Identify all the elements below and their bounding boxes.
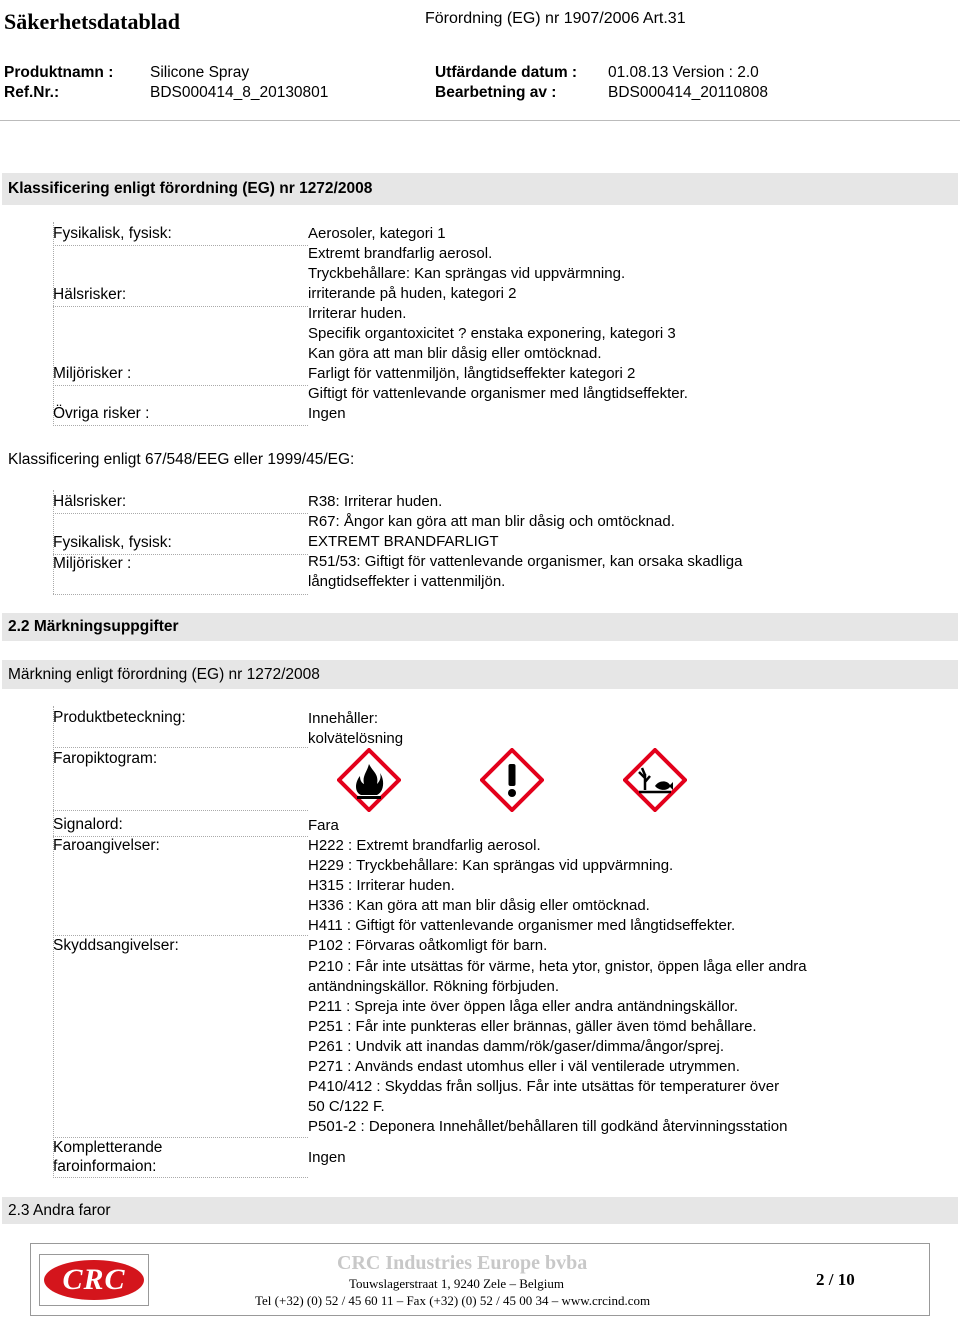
signal-word-label: Signalord:	[53, 816, 123, 833]
clp-environment-label: Miljörisker :	[53, 365, 132, 382]
eeg-physical-label: Fysikalisk, fysisk:	[53, 534, 172, 551]
signal-word-value: Fara	[308, 817, 339, 834]
product-designation-values: Innehåller: kolvätelösning	[308, 710, 404, 747]
supplementary-info-value: Ingen	[308, 1149, 346, 1166]
ref-number-label: Ref.Nr.:	[4, 84, 60, 101]
hazard-statements-values: H222 : Extremt brandfarlig aerosol. H229 : Tryckbehållare: Kan sprängas vid uppvärmning. H315 : Irriterar huden. H336 : Kan göra att man blir dåsig eller omtöcknad. H411 : Giftigt för vattenlevande organismer med långtidseffekter.	[308, 837, 736, 934]
hazard-statements-label: Faroangivelser:	[53, 837, 160, 854]
company-contact: Tel (+32) (0) 52 / 45 60 11 – Fax (+32) (0) 52 / 45 00 34 – www.crcind.com	[255, 1293, 651, 1308]
product-designation-label: Produktbeteckning:	[53, 709, 186, 726]
header-divider	[0, 120, 960, 121]
crc-logo: CRC	[39, 1254, 149, 1306]
company-name: CRC Industries Europe bvba	[337, 1252, 588, 1274]
product-name-label: Produktnamn :	[4, 64, 114, 81]
eeg-values: R38: Irriterar huden. R67: Ångor kan göra att man blir dåsig och omtöcknad. EXTREMT BRANDFARLIGT R51/53: Giftigt för vattenlevande organismer, kan orsaka skadliga långtidseffekter i vattenmiljön.	[308, 493, 743, 590]
page-footer	[30, 1243, 930, 1316]
marking-heading: Märkning enligt förordning (EG) nr 1272/2008	[2, 660, 958, 689]
clp-physical-values: Aerosoler, kategori 1 Extremt brandfarlig aerosol. Tryckbehållare: Kan sprängas vid uppvärmning.	[308, 225, 626, 282]
eeg-environment-label: Miljörisker :	[53, 555, 132, 572]
clp-environment-values: Farligt för vattenmiljön, långtidseffekter kategori 2 Giftigt för vattenlevande organismer med långtidseffekter.	[308, 365, 688, 402]
company-address: Touwslagerstraat 1, 9240 Zele – Belgium	[349, 1276, 564, 1291]
page-number: 2 / 10	[816, 1270, 855, 1289]
environment-pictogram	[623, 748, 687, 812]
clp-health-label: Hälsrisker:	[53, 286, 127, 303]
section-2-3-heading: 2.3 Andra faror	[2, 1197, 958, 1224]
document-title: Säkerhetsdatablad	[4, 9, 181, 34]
supplementary-info-label: Kompletterande faroinformaion:	[53, 1139, 163, 1175]
clp-health-values: irriterande på huden, kategori 2 Irriterar huden. Specifik organtoxicitet ? enstaka exponering, kategori 3 Kan göra att man blir dåsig eller omtöcknad.	[308, 285, 676, 362]
section-2-2-heading: 2.2 Märkningsuppgifter	[2, 613, 958, 641]
precautionary-statements-label: Skyddsangivelser:	[53, 937, 179, 954]
issue-date-label: Utfärdande datum :	[435, 64, 578, 81]
edited-by-label: Bearbetning av :	[435, 84, 557, 101]
product-name-value: Silicone Spray	[150, 64, 250, 81]
pictogram-label: Faropiktogram:	[53, 750, 158, 767]
exclamation-pictogram	[480, 748, 544, 812]
issue-date-value: 01.08.13 Version : 2.0	[608, 64, 759, 81]
precautionary-statements-values: P102 : Förvaras oåtkomligt för barn. P210 : Får inte utsättas för värme, heta ytor, gnistor, öppen låga eller andra antändningskällor. Rökning förbjuden. P211 : Spreja inte över öppen låga eller andra antändningskällor. P251 : Får inte punkteras eller brännas, gäller även tömd behållare. P261 : Undvik att inandas damm/rök/gaser/dimma/ångor/sprej. P271 : Används endast utomhus eller i väl ventilerade utrymmen. P410/412 : Skyddas från solljus. Får inte utsättas för temperaturer över 50 C/122 F. P501-2 : Deponera Innehållet/behållaren till godkänd återvinningsstation	[308, 937, 807, 1135]
flame-pictogram	[337, 748, 401, 812]
clp-physical-label: Fysikalisk, fysisk:	[53, 225, 172, 242]
clp-other-risks-label: Övriga risker :	[53, 405, 150, 422]
edited-by-value: BDS000414_20110808	[608, 84, 769, 101]
clp-other-risks-value: Ingen	[308, 405, 346, 422]
eeg-health-label: Hälsrisker:	[53, 493, 127, 510]
regulation-reference: Förordning (EG) nr 1907/2006 Art.31	[425, 10, 686, 27]
ref-number-value: BDS000414_8_20130801	[150, 84, 329, 101]
clp-classification-heading: Klassificering enligt förordning (EG) nr 1272/2008	[2, 173, 958, 205]
eeg-classification-heading: Klassificering enligt 67/548/EEG eller 1999/45/EG:	[8, 451, 355, 468]
